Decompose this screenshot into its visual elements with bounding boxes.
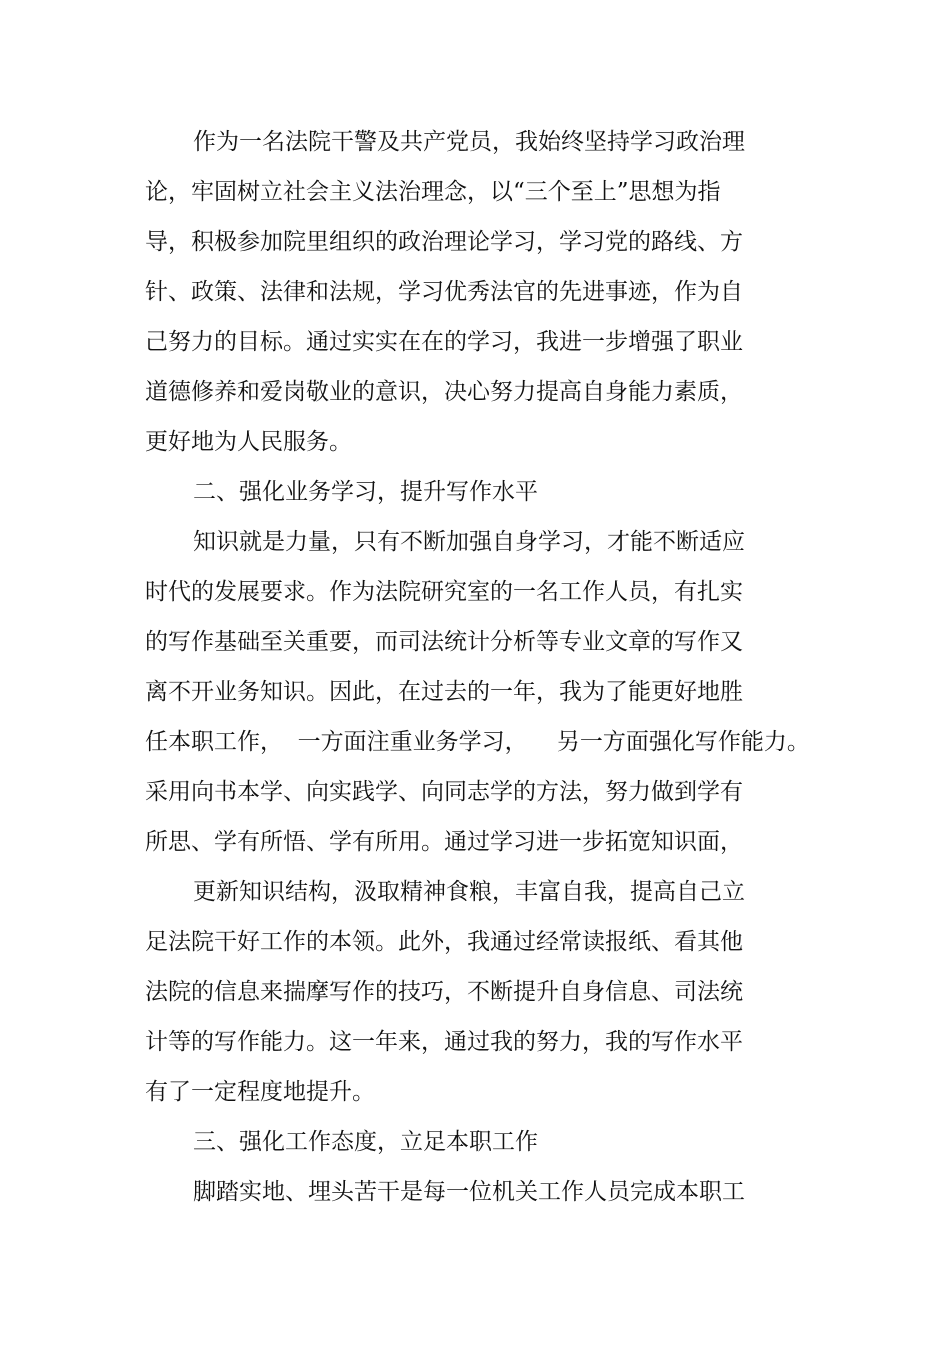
paragraph-line: 导，积极参加院里组织的政治理论学习，学习党的路线、方 xyxy=(145,229,743,255)
paragraph-line: 离不开业务知识。因此，在过去的一年，我为了能更好地胜 xyxy=(145,679,743,705)
paragraph-line: 法院的信息来揣摩写作的技巧，不断提升自身信息、司法统 xyxy=(145,979,743,1005)
paragraph-line: 采用向书本学、向实践学、向同志学的方法，努力做到学有 xyxy=(145,779,743,805)
paragraph-line: 更好地为人民服务。 xyxy=(145,429,352,455)
paragraph-line: 足法院干好工作的本领。此外，我通过经常读报纸、看其他 xyxy=(145,929,743,955)
paragraph-line: 道德修养和爱岗敬业的意识，决心努力提高自身能力素质， xyxy=(145,379,743,405)
paragraph-line: 计等的写作能力。这一年来，通过我的努力，我的写作水平 xyxy=(145,1029,743,1055)
section-heading: 三、强化工作态度，立足本职工作 xyxy=(193,1129,538,1155)
paragraph-line: 知识就是力量，只有不断加强自身学习，才能不断适应 xyxy=(193,529,745,555)
paragraph-line: 己努力的目标。通过实实在在的学习，我进一步增强了职业 xyxy=(145,329,743,355)
paragraph-line: 针、政策、法律和法规，学习优秀法官的先进事迹，作为自 xyxy=(145,279,743,305)
paragraph-line: 更新知识结构，汲取精神食粮，丰富自我，提高自己立 xyxy=(193,879,745,905)
paragraph-line: 有了一定程度地提升。 xyxy=(145,1079,375,1105)
paragraph-line: 作为一名法院干警及共产党员，我始终坚持学习政治理 xyxy=(193,129,745,155)
paragraph-line: 的写作基础至关重要，而司法统计分析等专业文章的写作又 xyxy=(145,629,743,655)
paragraph-line: 时代的发展要求。作为法院研究室的一名工作人员，有扎实 xyxy=(145,579,743,605)
paragraph-line: 任本职工作， 一方面注重业务学习， 另一方面强化写作能力。 xyxy=(145,729,810,755)
paragraph-line: 论，牢固树立社会主义法治理念，以“三个至上”思想为指 xyxy=(145,179,721,205)
paragraph-line: 脚踏实地、埋头苦干是每一位机关工作人员完成本职工 xyxy=(193,1179,745,1205)
section-heading: 二、强化业务学习，提升写作水平 xyxy=(193,479,538,505)
paragraph-line: 所思、学有所悟、学有所用。通过学习进一步拓宽知识面， xyxy=(145,829,743,855)
